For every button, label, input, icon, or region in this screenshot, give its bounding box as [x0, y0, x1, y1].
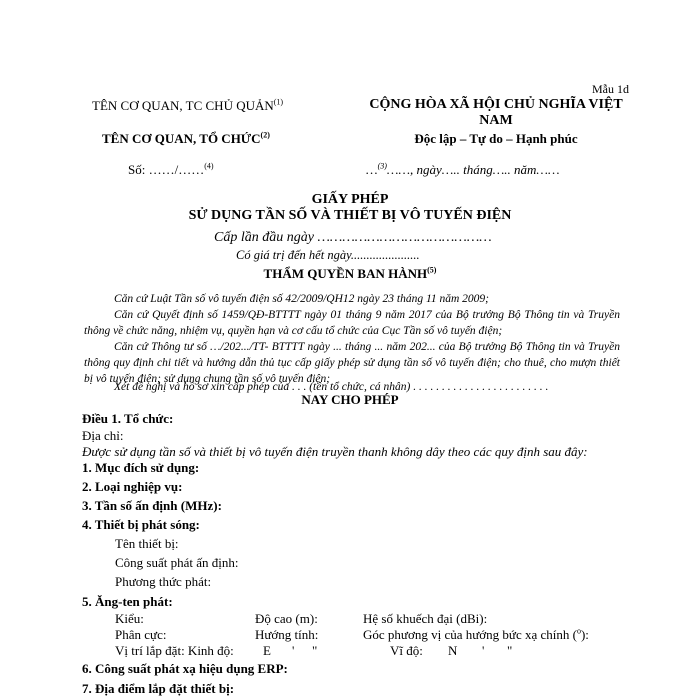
section-antenna: 5. Ăng-ten phát: [82, 594, 173, 609]
section-service-type: 2. Loại nghiệp vụ: [82, 479, 183, 494]
document-number-note: (4) [204, 161, 214, 171]
country-name [362, 97, 630, 129]
issuing-authority [0, 266, 700, 282]
usage-intro: Được sử dụng tần số và thiết bị vô tuyến điện truyền thanh không dây theo các quy định sau đây: [82, 444, 588, 459]
issuing-authority-text: THẨM QUYỀN BAN HÀNH [263, 266, 428, 281]
parent-agency-note: (1) [273, 97, 284, 107]
date-note: (3) [377, 161, 387, 171]
longitude-e: E [263, 643, 271, 658]
latitude-minute-mark: ' [482, 643, 485, 658]
azimuth-label-end: ): [580, 627, 589, 642]
azimuth-label [363, 627, 589, 643]
agency-name [102, 131, 270, 147]
document-title: GIẤY PHÉP [311, 192, 389, 207]
preamble-decision: Căn cứ Quyết định số 1459/QĐ-BTTTT ngày 01 tháng 9 năm 2017 của Bộ trưởng Bộ Thông tin và Truyền thông về chức năng, nhiệm vụ, quyền hạn và cơ cấu tổ chức của Cục Tần số vô tuyến điện; [84, 309, 620, 337]
antenna-gain-label: Hệ số khuếch đại (dBi): [363, 611, 488, 626]
device-name-label: Tên thiết bị: [115, 536, 179, 551]
valid-until: Có giá trị đến hết ngày...................... [236, 248, 420, 262]
latitude-second-mark: " [507, 643, 513, 658]
date-prefix: … [366, 162, 378, 177]
preamble-request: Xét đề nghị và hồ sơ xin cấp phép của . . . (tên tổ chức, cá nhân) . . . . . . . . . . . . . . . . . . . . . . . . [114, 381, 549, 393]
installation-location-label: Vị trí lắp đặt: Kinh độ: [115, 643, 234, 658]
degree-symbol: o [576, 626, 581, 636]
polarization-label: Phân cực: [115, 627, 167, 642]
document-number-text: Số: ……/…… [128, 162, 205, 177]
directivity-label: Hướng tính: [255, 627, 319, 642]
article-1: Điều 1. Tổ chức: [82, 411, 174, 426]
emission-mode-label: Phương thức phát: [115, 574, 212, 589]
first-issue-date: Cấp lần đầu ngày …………………………………… [214, 230, 492, 245]
latitude-n: N [448, 643, 458, 658]
antenna-height-label: Độ cao (m): [255, 611, 318, 626]
agency-name-note: (2) [260, 130, 270, 140]
section-install-site: 7. Địa điểm lắp đặt thiết bị: [82, 681, 235, 696]
section-erp: 6. Công suất phát xạ hiệu dụng ERP: [82, 661, 288, 676]
longitude-minute-mark: ' [292, 643, 295, 658]
country-name-line2: NAM [479, 113, 513, 128]
longitude-second-mark: " [312, 643, 318, 658]
section-frequency: 3. Tần số ấn định (MHz): [82, 498, 222, 513]
section-purpose: 1. Mục đích sử dụng: [82, 460, 200, 475]
azimuth-label-text: Góc phương vị của hướng bức xạ chính ( [363, 627, 577, 642]
form-code: Mẫu 1d [592, 82, 629, 96]
agency-name-text: TÊN CƠ QUAN, TỔ CHỨC [102, 131, 261, 146]
latitude-label: Vĩ độ: [390, 643, 423, 658]
parent-agency [92, 98, 283, 114]
issuing-authority-note: (5) [427, 265, 437, 275]
preamble-law: Căn cứ Luật Tần số vô tuyến điện số 42/2009/QH12 ngày 23 tháng 11 năm 2009; [114, 293, 489, 305]
issue-date-line [366, 162, 560, 178]
section-transmitter: 4. Thiết bị phát sóng: [82, 517, 200, 532]
country-name-line1: CỘNG HÒA XÃ HỘI CHỦ NGHĨA VIỆT [369, 97, 623, 112]
date-text: ……, ngày….. tháng….. năm…… [386, 162, 560, 177]
document-subtitle: SỬ DỤNG TẦN SỐ VÀ THIẾT BỊ VÔ TUYẾN ĐIỆN [188, 208, 512, 223]
address-label: Địa chỉ: [82, 428, 124, 443]
assigned-power-label: Công suất phát ấn định: [115, 555, 239, 570]
antenna-type-label: Kiểu: [115, 611, 144, 626]
document-number [128, 162, 214, 178]
permit-heading: NAY CHO PHÉP [301, 392, 399, 407]
preamble-circular: Căn cứ Thông tư số …/202.../TT- BTTTT ngày ... tháng ... năm 202... của Bộ trưởng Bộ Thông tin và Truyền thông quy định chi tiết và hướng dẫn thủ tục cấp giấy phép sử dụng tần số vô tuyến điện; cho thuê, cho mượn thiết bị vô tuyến điện; sử dụng chung tần số vô tuyến điện; [84, 341, 620, 385]
motto: Độc lập – Tự do – Hạnh phúc [414, 131, 578, 146]
parent-agency-text: TÊN CƠ QUAN, TC CHỦ QUẢN [92, 98, 274, 113]
